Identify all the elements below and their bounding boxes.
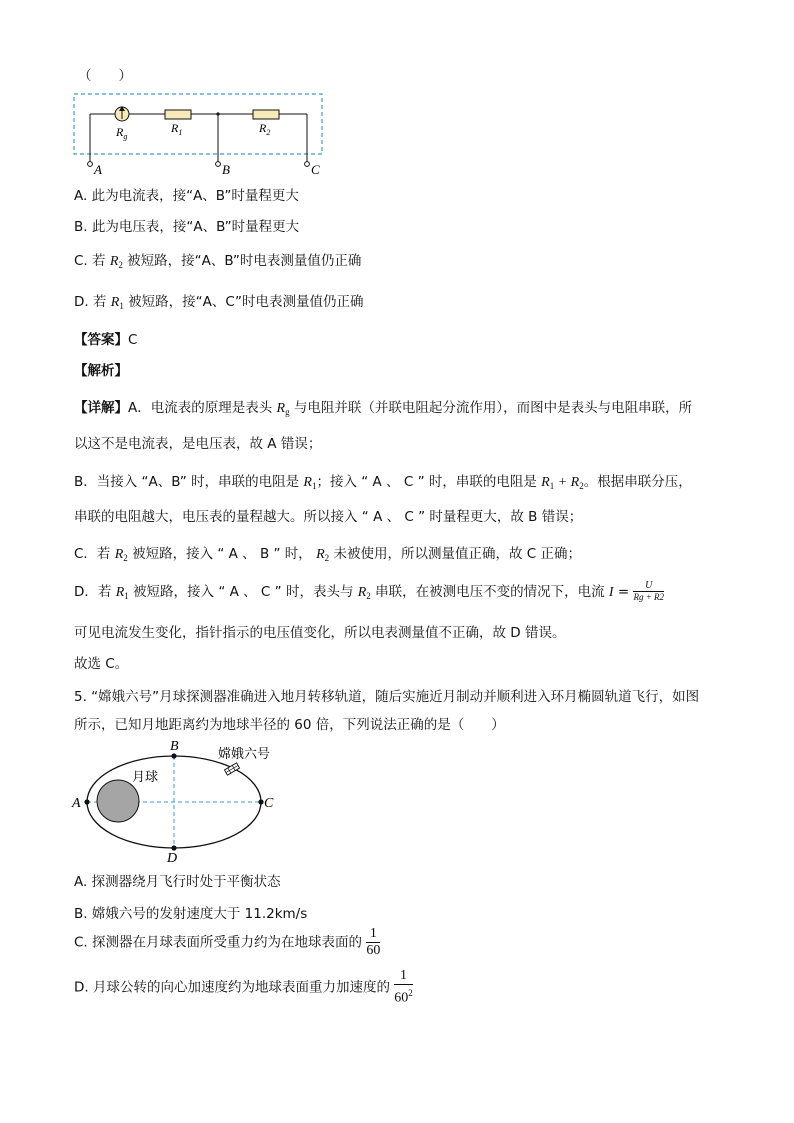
terminal-c [305,162,310,167]
resistor-r2 [253,110,279,119]
q5-stem-line-2: 所示，已知月地距离约为地球半径的 60 倍，下列说法正确的是（ ） [74,717,505,733]
current-fraction: $\frac{U}{Rg + R2}$ [633,580,665,602]
orbit-label-c: C [264,796,274,811]
q5-option-c: C. 探测器在月球表面所受重力约为在地球表面的 $\frac{1}{60}$ [74,926,381,958]
detail-line-8: 故选 C。 [74,656,129,672]
analysis-tag: 【解析】 [74,363,128,379]
terminal-a [88,162,93,167]
label-c: C [311,162,320,176]
label-a: A [94,162,102,176]
detail-line-7: 可见电流发生变化，指针指示的电压值变化，所以电表测量值不正确，故 D 错误。 [74,625,566,641]
detail-line-5: C．若 $R_2$ 被短路，接入 “ A 、 B ” 时， $R_2$ 未被使用，所以测量值正确，故 C 正确； [74,546,581,563]
answer-tag: 【答案】 [74,332,128,348]
answer-line [74,328,137,348]
detail-line-2: 以这不是电流表，是电压表，故 A 错误； [74,436,322,452]
resistor-r1 [165,110,191,119]
label-r1: $R_1$ [171,121,183,137]
label-rg: $R_g$ [116,125,128,141]
detail-line-6: D．若 $R_1$ 被短路，接入 “ A 、 C ” 时，表头与 $R_2$ 串联，在被测电压不变的情况下，电流 I = $\frac{U}{Rg + R2}$ [74,580,665,602]
one-over-sixty-squared-fraction: $\frac{1}{60^2}$ [394,968,413,1006]
label-r2: $R_2$ [259,121,271,137]
q4-option-d: D. 若 $R_1$ 被短路，接“A、C”时电表测量值仍正确 [74,294,364,311]
q5-stem-line-1: 5. “嫦娥六号”月球探测器准确进入地月转移轨道，随后实施近月制动并顺利进入环月椭圆轨道飞行，如图 [74,689,700,705]
terminal-b [216,162,221,167]
orbit-label-b: B [170,739,179,754]
moon-icon [97,780,139,822]
q5-option-d: D. 月球公转的向心加速度约为地球表面重力加速度的 $\frac{1}{60^2}$ [74,968,413,1006]
orbit-label-a: A [72,796,81,811]
probe-label: 嫦娥六号 [218,747,271,762]
answer-paren: （ ） [78,68,132,84]
q4-option-b: B. 此为电压表，接“A、B”时量程更大 [74,219,300,235]
detail-line-1: 【详解】A．电流表的原理是表头 $R_g$ 与电阻并联（并联电阻起分流作用），而图中是表头与电阻串联，所 [74,400,693,417]
q4-option-c: C. 若 $R_2$ 被短路，接“A、B”时电表测量值仍正确 [74,253,362,270]
q5-option-b: B. 嫦娥六号的发射速度大于 11.2km/s [74,906,308,922]
orbit-diagram [70,736,290,864]
moon-label: 月球 [132,770,159,785]
q5-option-a: A. 探测器绕月飞行时处于平衡状态 [74,874,281,890]
detail-line-3: B．当接入 “A、B” 时，串联的电阻是 $R_1$；接入 “ A 、 C ” 时，串联的电阻是 $R_1 + R_2$。根据串联分压， [74,474,692,491]
detail-line-4: 串联的电阻越大，电压表的量程越大。所以接入 “ A 、 C ” 时量程更大，故 B 错误； [74,509,583,525]
answer-value: C [128,332,138,348]
dashed-box [74,94,322,154]
one-sixtieth-fraction: $\frac{1}{60}$ [366,926,381,958]
label-b: B [222,162,230,176]
orbit-label-d: D [167,851,178,864]
q4-option-a: A. 此为电流表，接“A、B”时量程更大 [74,188,299,204]
circuit-diagram [70,92,330,176]
